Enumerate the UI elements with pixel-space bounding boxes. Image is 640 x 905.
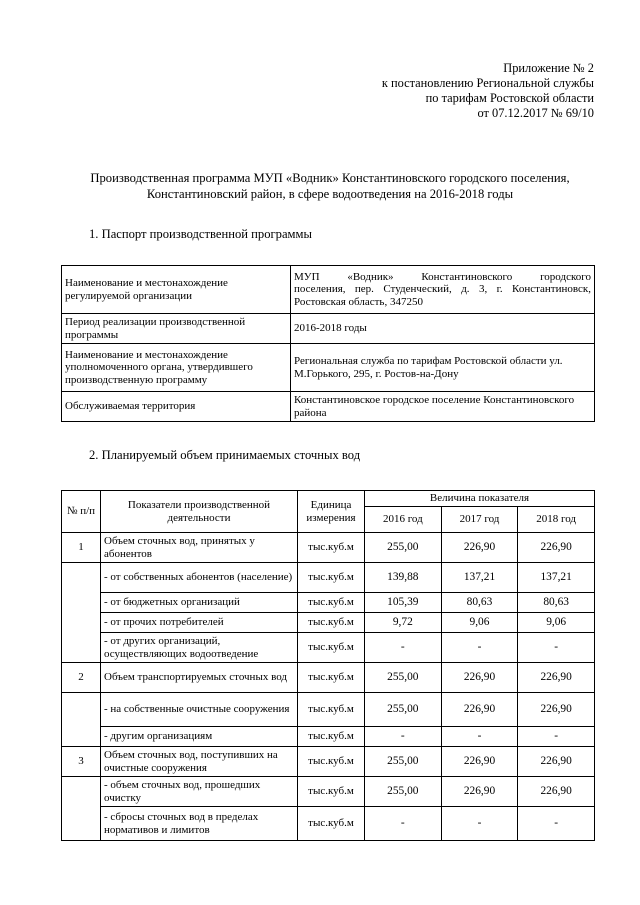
- row-value: -: [518, 727, 595, 747]
- header-year: 2017 год: [441, 507, 518, 533]
- document-title-line-2: Константиновский район, в сфере водоотведения на 2016-2018 годы: [146, 187, 514, 201]
- section-2-heading: 2. Планируемый объем принимаемых сточных вод: [89, 448, 361, 462]
- row-value: -: [365, 807, 442, 841]
- row-value: 255,00: [365, 693, 442, 727]
- passport-key: Обслуживаемая территория: [62, 392, 291, 422]
- table-row: [62, 777, 595, 807]
- row-name: Объем транспортируемых сточных вод: [101, 663, 298, 693]
- passport-key: Период реализации производственной программы: [62, 314, 291, 344]
- row-unit: тыс.куб.м: [298, 693, 365, 727]
- row-value: 9,06: [518, 613, 595, 633]
- row-value: 226,90: [518, 747, 595, 777]
- header-name: Показатели производственной деятельности: [101, 491, 298, 533]
- row-value: -: [441, 727, 518, 747]
- row-name: Объем сточных вод, поступивших на очистные сооружения: [101, 747, 298, 777]
- passport-key: Наименование и местонахождение уполномоченного органа, утвердившего производственную программу: [62, 344, 291, 392]
- table-row: [62, 727, 595, 747]
- wastewater-volume-table: [61, 490, 595, 841]
- row-value: 255,00: [365, 747, 442, 777]
- document-title-line-1: Производственная программа МУП «Водник» Константиновского городского поселения,: [90, 171, 570, 185]
- appendix-resolution-ref: к постановлению Региональной службы: [381, 76, 594, 90]
- row-name: - другим организациям: [101, 727, 298, 747]
- row-value: 226,90: [518, 533, 595, 563]
- row-value: 255,00: [365, 533, 442, 563]
- row-unit: тыс.куб.м: [298, 747, 365, 777]
- row-name: - от бюджетных организаций: [101, 593, 298, 613]
- row-value: 137,21: [441, 563, 518, 593]
- row-value: -: [365, 633, 442, 663]
- passport-row: [62, 314, 595, 344]
- table-row: [62, 633, 595, 663]
- row-unit: тыс.куб.м: [298, 613, 365, 633]
- row-unit: тыс.куб.м: [298, 727, 365, 747]
- table-row: [62, 593, 595, 613]
- row-value: 226,90: [518, 693, 595, 727]
- row-value: 137,21: [518, 563, 595, 593]
- row-name: - от собственных абонентов (население): [101, 563, 298, 593]
- passport-value: Региональная служба по тарифам Ростовской области ул. М.Горького, 295, г. Ростов-на-Дону: [291, 344, 595, 392]
- row-value: 105,39: [365, 593, 442, 613]
- table-header-row: [62, 491, 595, 507]
- row-name: - объем сточных вод, прошедших очистку: [101, 777, 298, 807]
- row-value: 226,90: [441, 777, 518, 807]
- header-num: № п/п: [62, 491, 101, 533]
- table-row: [62, 663, 595, 693]
- table-row: [62, 693, 595, 727]
- passport-value: Константиновское городское поселение Константиновского района: [291, 392, 595, 422]
- row-unit: тыс.куб.м: [298, 633, 365, 663]
- header-unit: Единица измерения: [298, 491, 365, 533]
- row-unit: тыс.куб.м: [298, 663, 365, 693]
- row-value: 226,90: [441, 747, 518, 777]
- passport-key: Наименование и местонахождение регулируемой организации: [62, 266, 291, 314]
- section-1-heading: 1. Паспорт производственной программы: [89, 227, 312, 241]
- row-num: 1: [62, 533, 101, 563]
- row-num: [62, 693, 101, 747]
- row-value: 255,00: [365, 663, 442, 693]
- row-value: -: [518, 807, 595, 841]
- table-row: [62, 747, 595, 777]
- header-year: 2016 год: [365, 507, 442, 533]
- row-value: 226,90: [441, 663, 518, 693]
- document-title: [60, 170, 600, 202]
- row-unit: тыс.куб.м: [298, 533, 365, 563]
- row-value: 226,90: [441, 533, 518, 563]
- row-num: 2: [62, 663, 101, 693]
- passport-value: 2016-2018 годы: [291, 314, 595, 344]
- row-value: 226,90: [441, 693, 518, 727]
- row-value: 255,00: [365, 777, 442, 807]
- table-row: [62, 613, 595, 633]
- row-value: -: [365, 727, 442, 747]
- table-row: [62, 563, 595, 593]
- header-year: 2018 год: [518, 507, 595, 533]
- passport-row: [62, 392, 595, 422]
- passport-value: [291, 266, 595, 314]
- header-value-group: Величина показателя: [365, 491, 595, 507]
- row-value: -: [518, 633, 595, 663]
- row-name: Объем сточных вод, принятых у абонентов: [101, 533, 298, 563]
- row-value: 9,72: [365, 613, 442, 633]
- row-unit: тыс.куб.м: [298, 563, 365, 593]
- row-value: -: [441, 633, 518, 663]
- row-num: 3: [62, 747, 101, 777]
- table-row: [62, 807, 595, 841]
- row-num: [62, 563, 101, 663]
- appendix-number: Приложение № 2: [503, 61, 594, 75]
- appendix-header: [382, 61, 594, 121]
- row-name: - от других организаций, осуществляющих водоотведение: [101, 633, 298, 663]
- table-row: [62, 533, 595, 563]
- row-name: - на собственные очистные сооружения: [101, 693, 298, 727]
- row-value: 9,06: [441, 613, 518, 633]
- row-value: 226,90: [518, 777, 595, 807]
- row-name: - от прочих потребителей: [101, 613, 298, 633]
- row-value: -: [441, 807, 518, 841]
- passport-row: [62, 344, 595, 392]
- row-unit: тыс.куб.м: [298, 593, 365, 613]
- passport-table: [61, 265, 595, 422]
- row-num: [62, 777, 101, 841]
- row-unit: тыс.куб.м: [298, 777, 365, 807]
- appendix-date-number: от 07.12.2017 № 69/10: [477, 106, 594, 120]
- row-value: 80,63: [518, 593, 595, 613]
- passport-value-line: МУП «Водник» Константиновского городского: [294, 270, 591, 283]
- row-value: 80,63: [441, 593, 518, 613]
- row-value: 226,90: [518, 663, 595, 693]
- appendix-authority: по тарифам Ростовской области: [425, 91, 594, 105]
- row-name: - сбросы сточных вод в пределах нормативов и лимитов: [101, 807, 298, 841]
- passport-row: [62, 266, 595, 314]
- row-unit: тыс.куб.м: [298, 807, 365, 841]
- passport-value-rest: поселения, пер. Студенческий, д. 3, г. Константиновск, Ростовская область, 347250: [294, 283, 591, 308]
- row-value: 139,88: [365, 563, 442, 593]
